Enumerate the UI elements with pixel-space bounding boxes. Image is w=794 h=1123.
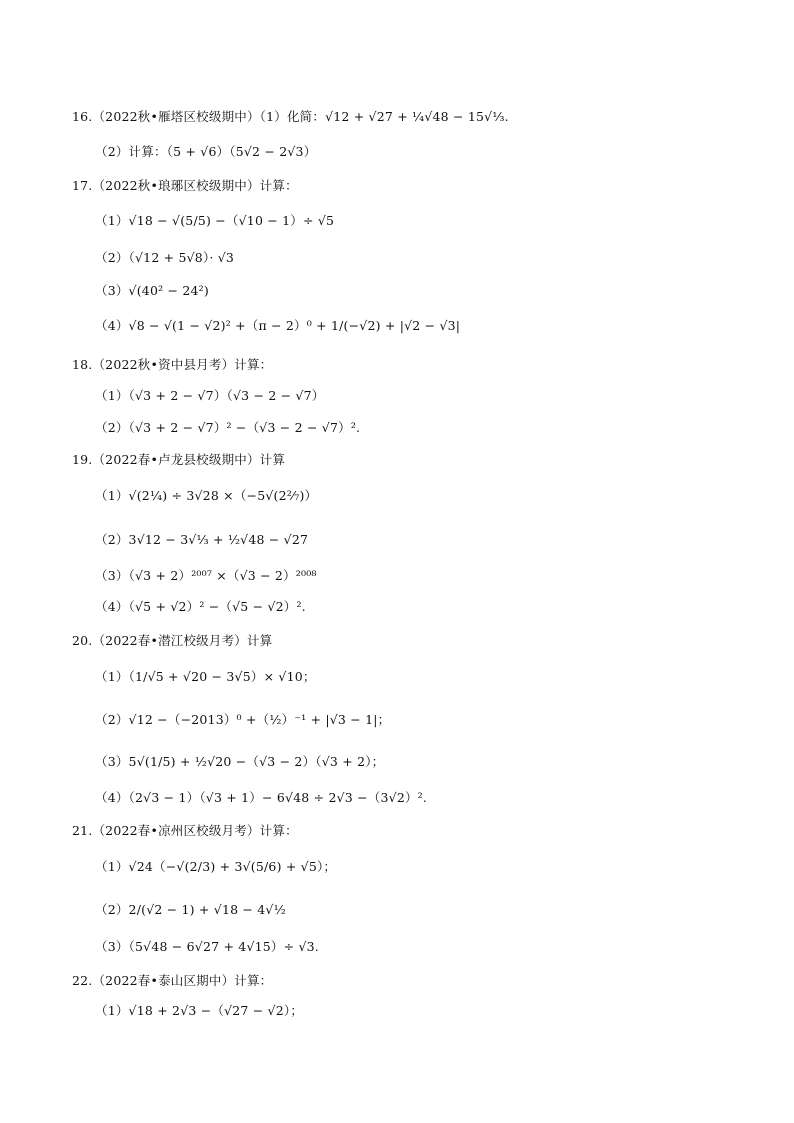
problem-22-header: 22.（2022春•泰山区期中）计算：: [72, 973, 273, 988]
problem-19-part-2: （2）3√12 − 3√⅓ + ½√48 − √27: [95, 532, 309, 547]
problem-16-part-2: （2）计算：（5 + √6）（5√2 − 2√3）: [95, 144, 317, 159]
problem-19-part-4: （4）（√5 + √2）² −（√5 − √2）².: [95, 599, 306, 614]
problem-18-part-1: （1）（√3 + 2 − √7）（√3 − 2 − √7）: [95, 388, 325, 403]
problem-16-header: 16.（2022秋•雁塔区校级期中）（1）化简：√12 + √27 + ¼√48 − 15√⅓.: [72, 109, 509, 124]
problem-17-header: 17.（2022秋•琅琊区校级期中）计算：: [72, 178, 298, 193]
problem-22-part-1: （1）√18 + 2√3 −（√27 − √2）；: [95, 1003, 304, 1018]
problem-18-header: 18.（2022秋•资中县月考）计算：: [72, 357, 273, 372]
problem-20-part-4: （4）（2√3 − 1）（√3 + 1）− 6√48 ÷ 2√3 −（3√2）².: [95, 790, 428, 805]
problem-20-part-2: （2）√12 −（−2013）⁰ +（½）⁻¹ + |√3 − 1|；: [95, 712, 391, 727]
problem-21-part-3: （3）（5√48 − 6√27 + 4√15）÷ √3.: [95, 939, 319, 954]
problem-20-header: 20.（2022春•潜江校级月考）计算: [72, 633, 273, 648]
problem-20-part-1: （1）（1/√5 + √20 − 3√5）× √10；: [95, 669, 316, 684]
problem-20-part-3: （3）5√(1/5) + ½√20 −（√3 − 2）（√3 + 2）；: [95, 754, 385, 769]
problem-19-part-1: （1）√(2¼) ÷ 3√28 ×（−5√(2²⁄₇)）: [95, 488, 318, 503]
problem-21-part-2: （2）2/(√2 − 1) + √18 − 4√½: [95, 902, 286, 917]
problem-19-part-3: （3）（√3 + 2）²⁰⁰⁷ ×（√3 − 2）²⁰⁰⁸: [95, 568, 317, 583]
problem-17-part-2: （2）（√12 + 5√8）· √3: [95, 250, 235, 265]
problem-21-part-1: （1）√24（−√(2/3) + 3√(5/6) + √5）；: [95, 859, 337, 874]
problem-17-part-4: （4）√8 − √(1 − √2)² +（π − 2）⁰ + 1/(−√2) + |√2 − √3|: [95, 318, 461, 333]
problem-19-header: 19.（2022春•卢龙县校级期中）计算: [72, 452, 286, 467]
problem-21-header: 21.（2022春•凉州区校级月考）计算：: [72, 823, 298, 838]
problem-17-part-1: （1）√18 − √(5/5) −（√10 − 1）÷ √5: [95, 213, 335, 228]
problem-18-part-2: （2）（√3 + 2 − √7）² −（√3 − 2 − √7）².: [95, 420, 361, 435]
problem-17-part-3: （3）√(40² − 24²): [95, 283, 209, 298]
